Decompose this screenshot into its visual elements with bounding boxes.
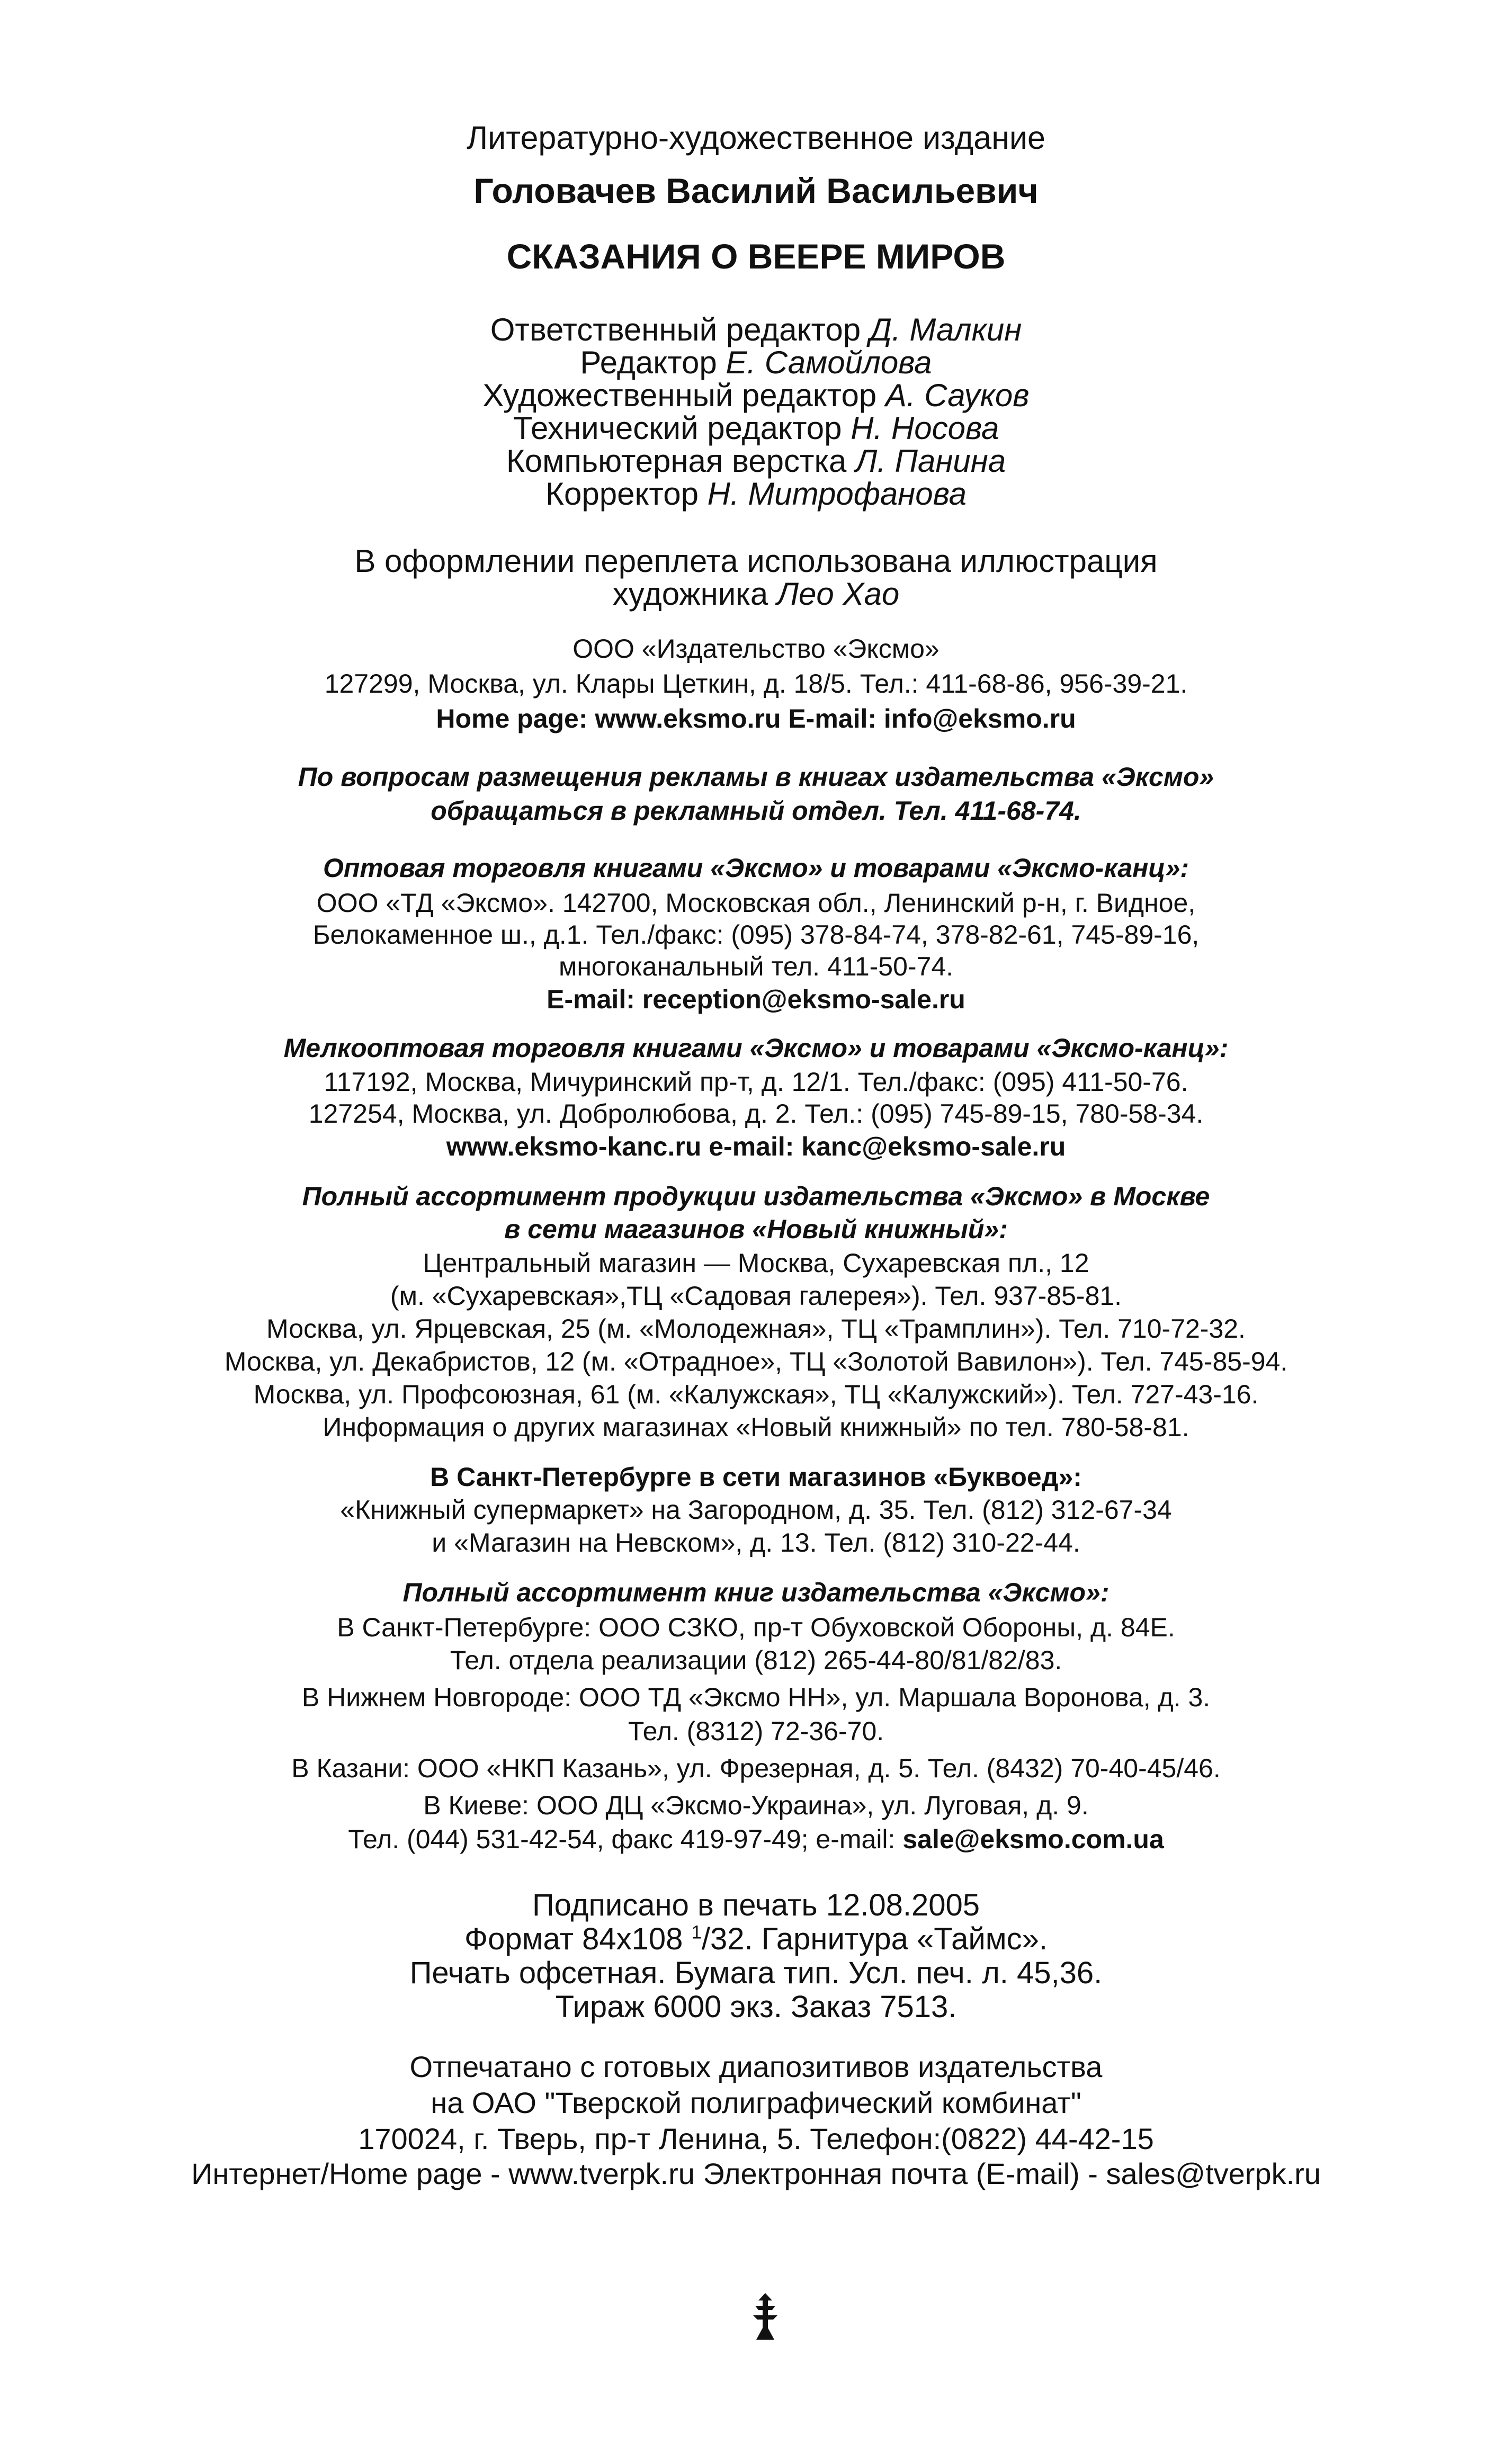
small-wholesale-line: 127254, Москва, ул. Добролюбова, д. 2. Тел.: (095) 745-89-15, 780-58-34.: [308, 1099, 1204, 1129]
printer-logo-icon: [747, 2293, 784, 2341]
publisher-name: ООО «Издательство «Эксмо»: [572, 634, 940, 664]
small-wholesale-heading: Мелкооптовая торговля книгами «Эксмо» и товарами «Эксмо-канц»:: [283, 1033, 1229, 1063]
wholesale-heading: Оптовая торговля книгами «Эксмо» и товарами «Эксмо-канц»:: [323, 853, 1189, 883]
kiev-contact: Тел. (044) 531-42-54, факс 419-97-49; e-mail: sale@eksmo.com.ua: [348, 1824, 1164, 1854]
wholesale-email: E-mail: reception@eksmo-sale.ru: [547, 984, 965, 1014]
full-range-line: Тел. (8312) 72-36-70.: [628, 1716, 884, 1746]
printer-line: 170024, г. Тверь, пр-т Ленина, 5. Телефон:(0822) 44-42-15: [358, 2122, 1154, 2155]
staff-line: Художественный редактор А. Сауков: [482, 378, 1030, 413]
small-wholesale-web: www.eksmo-kanc.ru e-mail: kanc@eksmo-sale.ru: [446, 1132, 1066, 1161]
moscow-store-line: Москва, ул. Ярцевская, 25 (м. «Молодежная», ТЦ «Трамплин»). Тел. 710-72-32.: [266, 1314, 1246, 1344]
spb-heading: В Санкт-Петербурге в сети магазинов «Буквоед»:: [430, 1462, 1082, 1492]
signed-date: Подписано в печать 12.08.2005: [532, 1888, 980, 1922]
spb-store-line: «Книжный супермаркет» на Загородном, д. 35. Тел. (812) 312-67-34: [340, 1495, 1172, 1525]
advert-heading: По вопросам размещения рекламы в книгах издательства «Эксмо»: [298, 762, 1214, 792]
printer-line: Интернет/Home page - www.tverpk.ru Электронная почта (E-mail) - sales@tverpk.ru: [191, 2157, 1321, 2190]
print-run: Тираж 6000 экз. Заказ 7513.: [555, 1990, 957, 2024]
staff-line: Редактор Е. Самойлова: [580, 345, 932, 380]
book-title: СКАЗАНИЯ О ВЕЕРЕ МИРОВ: [506, 237, 1006, 276]
edition-type: Литературно-художественное издание: [467, 120, 1045, 156]
moscow-store-line: Информация о других магазинах «Новый книжный» по тел. 780-58-81.: [323, 1412, 1189, 1442]
publisher-address: 127299, Москва, ул. Клары Цеткин, д. 18/5. Тел.: 411-68-86, 956-39-21.: [324, 669, 1188, 699]
wholesale-line: многоканальный тел. 411-50-74.: [558, 952, 954, 981]
full-range-heading: Полный ассортимент книг издательства «Эксмо»:: [402, 1578, 1110, 1607]
moscow-store-line: Москва, ул. Профсоюзная, 61 (м. «Калужская», ТЦ «Калужский»). Тел. 727-43-16.: [253, 1380, 1259, 1409]
publisher-web: Home page: www.eksmo.ru E-mail: info@eksmo.ru: [436, 704, 1076, 733]
printer-line: на ОАО "Тверской полиграфический комбинат": [431, 2086, 1081, 2119]
wholesale-line: Белокаменное ш., д.1. Тел./факс: (095) 378-84-74, 378-82-61, 745-89-16,: [312, 920, 1200, 950]
staff-line: Корректор Н. Митрофанова: [545, 476, 967, 512]
full-range-line: Тел. отдела реализации (812) 265-44-80/81/82/83.: [450, 1645, 1062, 1675]
moscow-store-line: (м. «Сухаревская»,ТЦ «Садовая галерея»). Тел. 937-85-81.: [390, 1281, 1122, 1311]
small-wholesale-line: 117192, Москва, Мичуринский пр-т, д. 12/1. Тел./факс: (095) 411-50-76.: [324, 1067, 1188, 1097]
advert-contact: обращаться в рекламный отдел. Тел. 411-68-74.: [431, 796, 1081, 826]
full-range-line: В Нижнем Новгороде: ООО ТД «Эксмо НН», ул. Маршала Воронова, д. 3.: [301, 1682, 1211, 1712]
full-range-line: В Киеве: ООО ДЦ «Эксмо-Украина», ул. Луговая, д. 9.: [423, 1790, 1089, 1820]
staff-line: Технический редактор Н. Носова: [513, 410, 999, 446]
wholesale-line: ООО «ТД «Эксмо». 142700, Московская обл., Ленинский р-н, г. Видное,: [316, 888, 1196, 918]
full-range-line: В Санкт-Петербурге: ООО СЗКО, пр-т Обуховской Обороны, д. 84Е.: [337, 1613, 1175, 1642]
staff-line: Компьютерная верстка Л. Панина: [506, 443, 1006, 479]
full-range-line: В Казани: ООО «НКП Казань», ул. Фрезерная, д. 5. Тел. (8432) 70-40-45/46.: [291, 1753, 1221, 1783]
moscow-heading: Полный ассортимент продукции издательства «Эксмо» в Москве: [302, 1181, 1210, 1211]
staff-line: Ответственный редактор Д. Малкин: [490, 312, 1022, 347]
moscow-store-line: Центральный магазин — Москва, Сухаревская пл., 12: [423, 1248, 1089, 1278]
moscow-store-line: Москва, ул. Декабристов, 12 (м. «Отрадное», ТЦ «Золотой Вавилон»). Тел. 745-85-94.: [224, 1347, 1288, 1376]
print-format: Формат 84х108 $^1$/32. Гарнитура «Таймс».: [464, 1922, 1048, 1956]
spb-store-line: и «Магазин на Невском», д. 13. Тел. (812) 310-22-44.: [432, 1528, 1080, 1557]
moscow-heading: в сети магазинов «Новый книжный»:: [504, 1214, 1008, 1244]
author-name: Головачев Василий Васильевич: [473, 171, 1039, 210]
printer-line: Отпечатано с готовых диапозитивов издательства: [409, 2050, 1103, 2083]
cover-credit: В оформлении переплета использована иллюстрация: [354, 543, 1158, 579]
print-paper: Печать офсетная. Бумага тип. Усл. печ. л. 45,36.: [409, 1956, 1103, 1990]
cover-artist: художника Лео Хао: [612, 576, 900, 612]
